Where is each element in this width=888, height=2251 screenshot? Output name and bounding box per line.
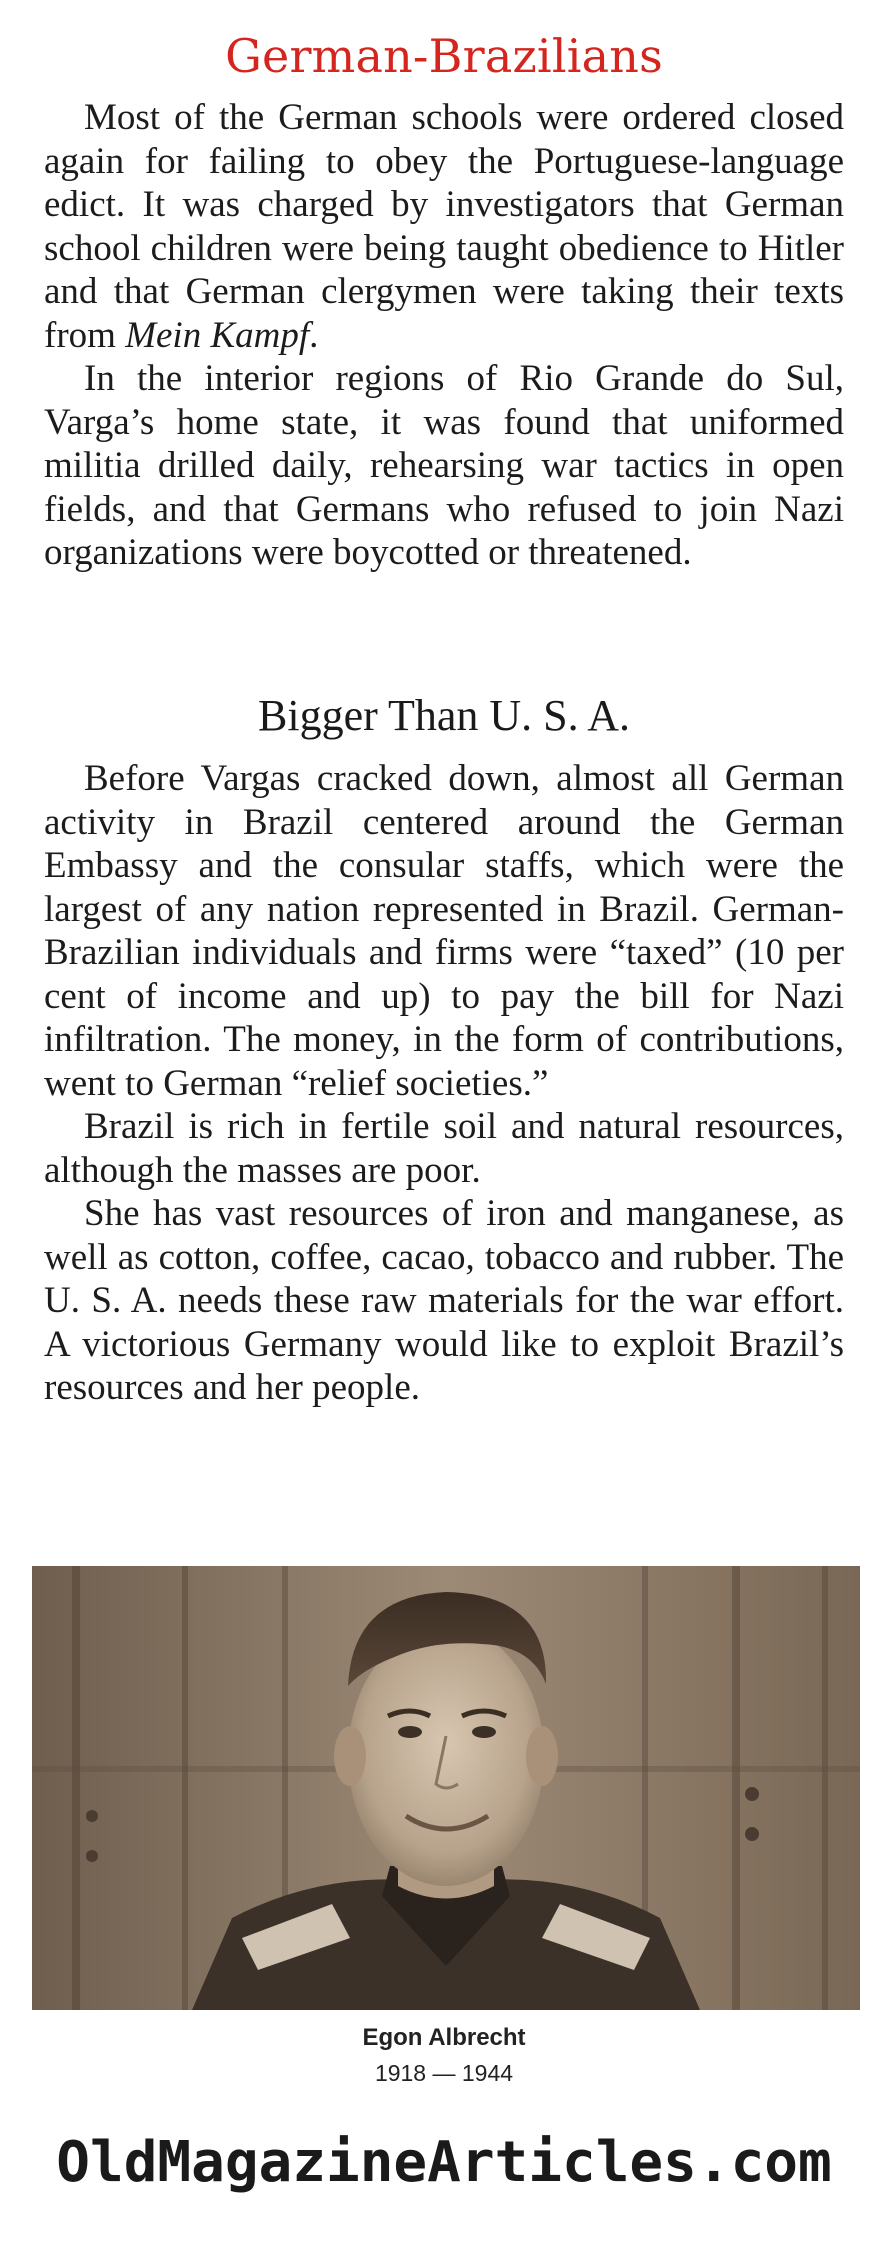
photo-caption-name: Egon Albrecht xyxy=(362,2024,526,2051)
paragraph-militia: In the interior regions of Rio Grande do Sul, Varga’s home state, it was found that uniformed militia drilled daily, rehearsing war tactics in open fields, and that Germans who refused to join Nazi organizations were boycotted or threatened. xyxy=(44,358,844,573)
site-watermark: OldMagazineArticles.com xyxy=(56,2130,832,2195)
portrait-illustration xyxy=(32,1566,860,2010)
portrait-photo xyxy=(32,1566,860,2010)
book-title: Mein Kampf xyxy=(125,314,310,356)
paragraph-text: Most of the German schools were ordered closed again for failing to obey the Portuguese-language edict. It was charged by investigators that German school children were being taught obedience to Hitler and that German clergymen were taking their texts from xyxy=(44,97,844,356)
paragraph-embassy: Before Vargas cracked down, almost all German activity in Brazil centered around the German Embassy and the consular staffs, which were the largest of any nation represented in Brazil. German-Brazilian individuals and firms were “taxed” (10 per cent of income and up) to pay the bill for Nazi infiltration. The money, in the form of contributions, went to German “relief societies.” xyxy=(44,758,844,1104)
photo-caption-years: 1918 — 1944 xyxy=(374,2060,514,2086)
paragraph-schools xyxy=(44,96,844,357)
article-title: German-Brazilians xyxy=(225,29,663,83)
section-heading: Bigger Than U. S. A. xyxy=(258,691,630,740)
paragraph-materials: She has vast resources of iron and manganese, as well as cotton, coffee, cacao, tobacco and rubber. The U. S. A. needs these raw materials for the war effort. A victorious Germany would like to exploit Brazil’s resources and her people. xyxy=(44,1193,844,1408)
article-body-bottom xyxy=(44,757,844,1410)
paragraph-end: . xyxy=(309,314,319,356)
paragraph-resources: Brazil is rich in fertile soil and natural resources, although the masses are poor. xyxy=(44,1106,844,1191)
article-body-top xyxy=(44,96,844,575)
